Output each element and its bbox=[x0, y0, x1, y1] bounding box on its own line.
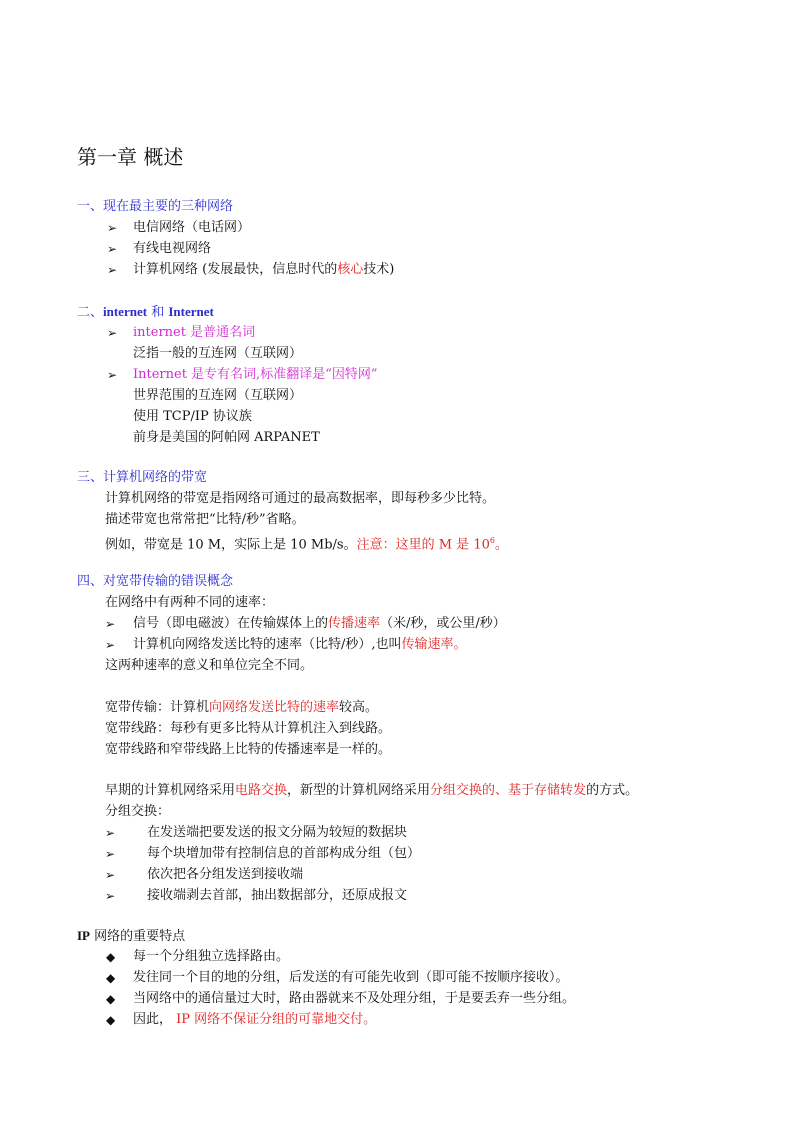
text-line bbox=[105, 491, 495, 507]
arrow-bullet-icon: ➢ bbox=[107, 326, 118, 340]
highlight-red: 6 bbox=[489, 536, 495, 545]
highlight-blue: Internet bbox=[168, 304, 214, 319]
highlight-red: 分组交换的、基于存储转发 bbox=[430, 783, 587, 798]
text-line bbox=[133, 241, 211, 257]
text-line bbox=[133, 388, 302, 404]
text-segment: 描述带宽也常常把“比特/秒”省略。 bbox=[105, 512, 305, 527]
text-segment: 计算机网络的带宽是指网络可通过的最高数据率，即每秒多少比特。 bbox=[105, 491, 496, 506]
arrow-bullet-icon: ➢ bbox=[107, 368, 118, 382]
text-segment: 每个块增加带有控制信息的首部构成分组（包） bbox=[147, 846, 421, 861]
text-segment: 每一个分组独立选择路由。 bbox=[133, 949, 290, 964]
arrow-bullet-icon: ➢ bbox=[105, 617, 116, 631]
highlight-blue: internet bbox=[103, 304, 148, 319]
text-line bbox=[133, 970, 569, 986]
text-line bbox=[105, 783, 638, 799]
diamond-bullet-icon: ◆ bbox=[106, 950, 116, 964]
diamond-bullet-icon: ◆ bbox=[106, 1013, 116, 1027]
text-segment: 前身是美国的阿帕网 ARPANET bbox=[133, 430, 320, 445]
text-segment: 这两种速率的意义和单位完全不同。 bbox=[105, 658, 314, 673]
highlight-red: 传播速率 bbox=[328, 616, 381, 631]
text-line bbox=[133, 367, 378, 383]
highlight-magenta: internet 是普通名词 bbox=[133, 325, 256, 340]
text-segment: 计算机向网络发送比特的速率（比特/秒）,也叫 bbox=[133, 637, 402, 652]
text-segment: 依次把各分组发送到接收端 bbox=[147, 867, 304, 882]
highlight-blue: 一、现在最主要的三种网络 bbox=[77, 199, 234, 214]
text-segment: 在网络中有两种不同的速率： bbox=[105, 595, 275, 610]
text-segment: ，新型的计算机网络采用 bbox=[287, 783, 431, 798]
text-segment: 世界范围的互连网（互联网） bbox=[133, 388, 303, 403]
section-heading bbox=[77, 574, 233, 590]
text-segment: 的方式。 bbox=[586, 783, 639, 798]
section-heading bbox=[77, 470, 207, 486]
diamond-bullet-icon: ◆ bbox=[106, 992, 116, 1006]
text-line bbox=[133, 262, 394, 278]
arrow-bullet-icon: ➢ bbox=[107, 263, 118, 277]
text-line bbox=[105, 533, 508, 553]
text-line bbox=[133, 991, 575, 1007]
chapter-title: 第一章 概述 bbox=[77, 145, 184, 169]
text-line bbox=[133, 949, 289, 965]
arrow-bullet-icon: ➢ bbox=[107, 242, 118, 256]
highlight-blue: 四、对宽带传输的错误概念 bbox=[77, 574, 234, 589]
text-segment: 计算机网络 (发展最快，信息时代的 bbox=[133, 262, 338, 277]
highlight-blue: 三、计算机网络的带宽 bbox=[77, 470, 208, 485]
text-segment: 电信网络（电话网） bbox=[133, 220, 251, 235]
text-segment: IP bbox=[77, 928, 90, 943]
text-segment: 接收端剥去首部，抽出数据部分，还原成报文 bbox=[147, 888, 408, 903]
text-line bbox=[105, 700, 378, 716]
text-line bbox=[105, 595, 274, 611]
text-segment: （米/秒，或公里/秒） bbox=[380, 616, 506, 631]
highlight-blue: 和 bbox=[147, 305, 169, 320]
arrow-bullet-icon: ➢ bbox=[105, 638, 116, 652]
section-heading bbox=[77, 928, 185, 945]
text-line bbox=[133, 220, 250, 236]
section-heading bbox=[77, 304, 214, 321]
text-line bbox=[105, 804, 170, 820]
diamond-bullet-icon: ◆ bbox=[106, 971, 116, 985]
text-line bbox=[105, 742, 391, 758]
arrow-bullet-icon: ➢ bbox=[105, 889, 116, 903]
text-segment: 泛指一般的互连网（互联网） bbox=[133, 346, 303, 361]
arrow-bullet-icon: ➢ bbox=[105, 868, 116, 882]
highlight-red: 注意：这里的 M 是 10 bbox=[356, 537, 490, 553]
text-line bbox=[147, 825, 407, 841]
arrow-bullet-icon: ➢ bbox=[107, 221, 118, 235]
text-segment: 技术) bbox=[363, 262, 395, 277]
text-line bbox=[105, 512, 305, 528]
text-segment: 有线电视网络 bbox=[133, 241, 212, 256]
text-line bbox=[133, 637, 467, 653]
highlight-red: 电路交换 bbox=[235, 783, 288, 798]
highlight-red: 向网络发送比特的速率 bbox=[209, 700, 340, 715]
text-segment: 使用 TCP/IP 协议族 bbox=[133, 409, 252, 424]
text-line bbox=[147, 846, 420, 862]
arrow-bullet-icon: ➢ bbox=[105, 847, 116, 861]
text-line bbox=[105, 658, 313, 674]
text-line bbox=[133, 1012, 376, 1028]
text-segment: 例如，带宽是 10 M，实际上是 10 Mb/s。 bbox=[105, 537, 357, 553]
text-segment: 较高。 bbox=[339, 700, 379, 715]
text-segment: 当网络中的通信量过大时，路由器就来不及处理分组，于是要丢弃一些分组。 bbox=[133, 991, 576, 1006]
highlight-red: IP 网络不保证分组的可靠地交付。 bbox=[176, 1012, 377, 1027]
text-segment: 宽带传输：计算机 bbox=[105, 700, 210, 715]
highlight-red: 传输速率。 bbox=[401, 637, 467, 652]
highlight-blue: 二、 bbox=[77, 305, 104, 320]
text-line bbox=[133, 430, 320, 446]
text-segment: 分组交换： bbox=[105, 804, 171, 819]
text-segment: 宽带线路：每秒有更多比特从计算机注入到线路。 bbox=[105, 721, 392, 736]
text-line bbox=[147, 888, 407, 904]
text-segment: 因此， bbox=[133, 1012, 177, 1027]
text-segment: 在发送端把要发送的报文分隔为较短的数据块 bbox=[147, 825, 408, 840]
text-line bbox=[133, 346, 302, 362]
highlight-red: 核心 bbox=[337, 262, 364, 277]
text-segment: 发往同一个目的地的分组，后发送的有可能先收到（即可能不按顺序接收）。 bbox=[133, 970, 569, 985]
text-line bbox=[133, 409, 252, 425]
text-segment: 网络的重要特点 bbox=[90, 929, 186, 944]
text-line bbox=[105, 721, 391, 737]
text-segment: 信号（即电磁波）在传输媒体上的 bbox=[133, 616, 329, 631]
section-heading bbox=[77, 199, 233, 215]
arrow-bullet-icon: ➢ bbox=[105, 826, 116, 840]
text-segment: 宽带线路和窄带线路上比特的传播速率是一样的。 bbox=[105, 742, 392, 757]
highlight-magenta: Internet 是专有名词,标准翻译是“因特网” bbox=[133, 367, 378, 382]
text-line bbox=[147, 867, 303, 883]
text-line bbox=[133, 325, 255, 341]
text-line bbox=[133, 616, 506, 632]
highlight-red: 。 bbox=[494, 537, 508, 553]
text-segment: 早期的计算机网络采用 bbox=[105, 783, 236, 798]
